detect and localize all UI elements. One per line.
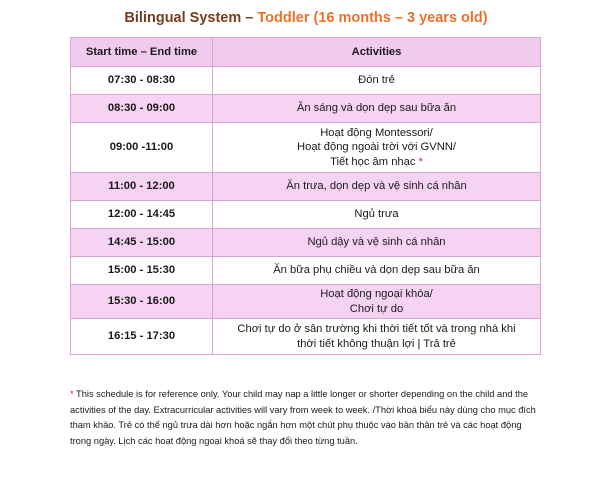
time-cell: 12:00 - 14:45 [71, 201, 213, 229]
activity-line-text: Hoạt động ngoại khóa/ [320, 288, 433, 300]
activity-line [217, 140, 536, 155]
schedule-body [71, 67, 541, 355]
table-row [71, 229, 541, 257]
header-time: Start time – End time [71, 38, 213, 67]
time-cell: 08:30 - 09:00 [71, 95, 213, 123]
time-cell: 14:45 - 15:00 [71, 229, 213, 257]
activity-cell [213, 257, 541, 285]
footnote-text: This schedule is for reference only. Your child may nap a little longer or shorter depending on the child and the activities of the day. Extracurricular activities will vary from week to week. /Thời khoá biểu này dùng cho mục đích tham khảo. Trẻ có thể ngủ trưa dài hơn hoặc ngắn hơn một chút phụ thuộc vào bản thân trẻ và các hoạt động trong ngày. Lịch các hoạt động ngoại khoá sẽ thay đổi theo từng tuần. [70, 389, 536, 446]
activity-cell [213, 319, 541, 355]
activity-line-text: Tiết học âm nhạc [330, 155, 416, 168]
activity-line [217, 235, 536, 250]
activity-line-text: Hoạt động Montessori/ [320, 126, 433, 139]
header-activities: Activities [213, 38, 541, 67]
table-row [71, 285, 541, 319]
activity-line [217, 101, 536, 116]
activity-line [217, 73, 536, 88]
table-row [71, 201, 541, 229]
activity-line-text: Chơi tự do ở sân trường khi thời tiết tốt và trong nhà khi [237, 323, 516, 335]
time-cell: 15:30 - 16:00 [71, 285, 213, 319]
activity-cell [213, 95, 541, 123]
activity-cell [213, 123, 541, 173]
table-row [71, 257, 541, 285]
footnote [70, 387, 544, 449]
activity-cell [213, 229, 541, 257]
activity-line-text: Ăn bữa phụ chiều và dọn dẹp sau bữa ăn [273, 264, 480, 277]
activity-line-text: Ăn trưa, dọn dẹp và vệ sinh cá nhân [286, 180, 467, 193]
table-header-row [71, 38, 541, 67]
activity-line-text: thời tiết không thuận lợi | Trả trẻ [297, 337, 456, 350]
time-cell: 11:00 - 12:00 [71, 173, 213, 201]
activity-line [217, 263, 536, 278]
activity-line [217, 287, 536, 302]
schedule-table [70, 37, 541, 355]
table-row [71, 319, 541, 355]
time-cell: 15:00 - 15:30 [71, 257, 213, 285]
table-row [71, 95, 541, 123]
activity-line [217, 337, 536, 352]
activity-line [217, 207, 536, 222]
activity-line-text: Hoạt động ngoài trời với GVNN/ [297, 141, 456, 154]
activity-line [217, 302, 536, 317]
time-cell: 09:00 -11:00 [71, 123, 213, 173]
title-program: Bilingual System – [124, 10, 258, 26]
activity-cell [213, 67, 541, 95]
page-title [0, 10, 612, 26]
activity-line-text: Đón trẻ [358, 74, 395, 87]
title-age-group: Toddler (16 months – 3 years old) [257, 10, 488, 26]
time-cell: 07:30 - 08:30 [71, 67, 213, 95]
time-cell: 16:15 - 17:30 [71, 319, 213, 355]
activity-cell [213, 201, 541, 229]
activity-cell [213, 173, 541, 201]
table-row [71, 173, 541, 201]
activity-line-text: Ngủ trưa [354, 208, 399, 221]
activity-line [217, 126, 536, 141]
footnote-asterisk: * [70, 389, 74, 399]
activity-line-text: Chơi tự do [349, 302, 404, 315]
activity-line [217, 155, 536, 170]
activity-line-text: Ngủ dậy và vệ sinh cá nhân [307, 236, 446, 249]
activity-line-text: Ăn sáng và dọn dẹp sau bữa ăn [296, 102, 457, 115]
activity-line [217, 322, 536, 337]
activity-line [217, 179, 536, 194]
table-row [71, 123, 541, 173]
asterisk-mark: * [418, 155, 423, 168]
table-row [71, 67, 541, 95]
activity-cell [213, 285, 541, 319]
